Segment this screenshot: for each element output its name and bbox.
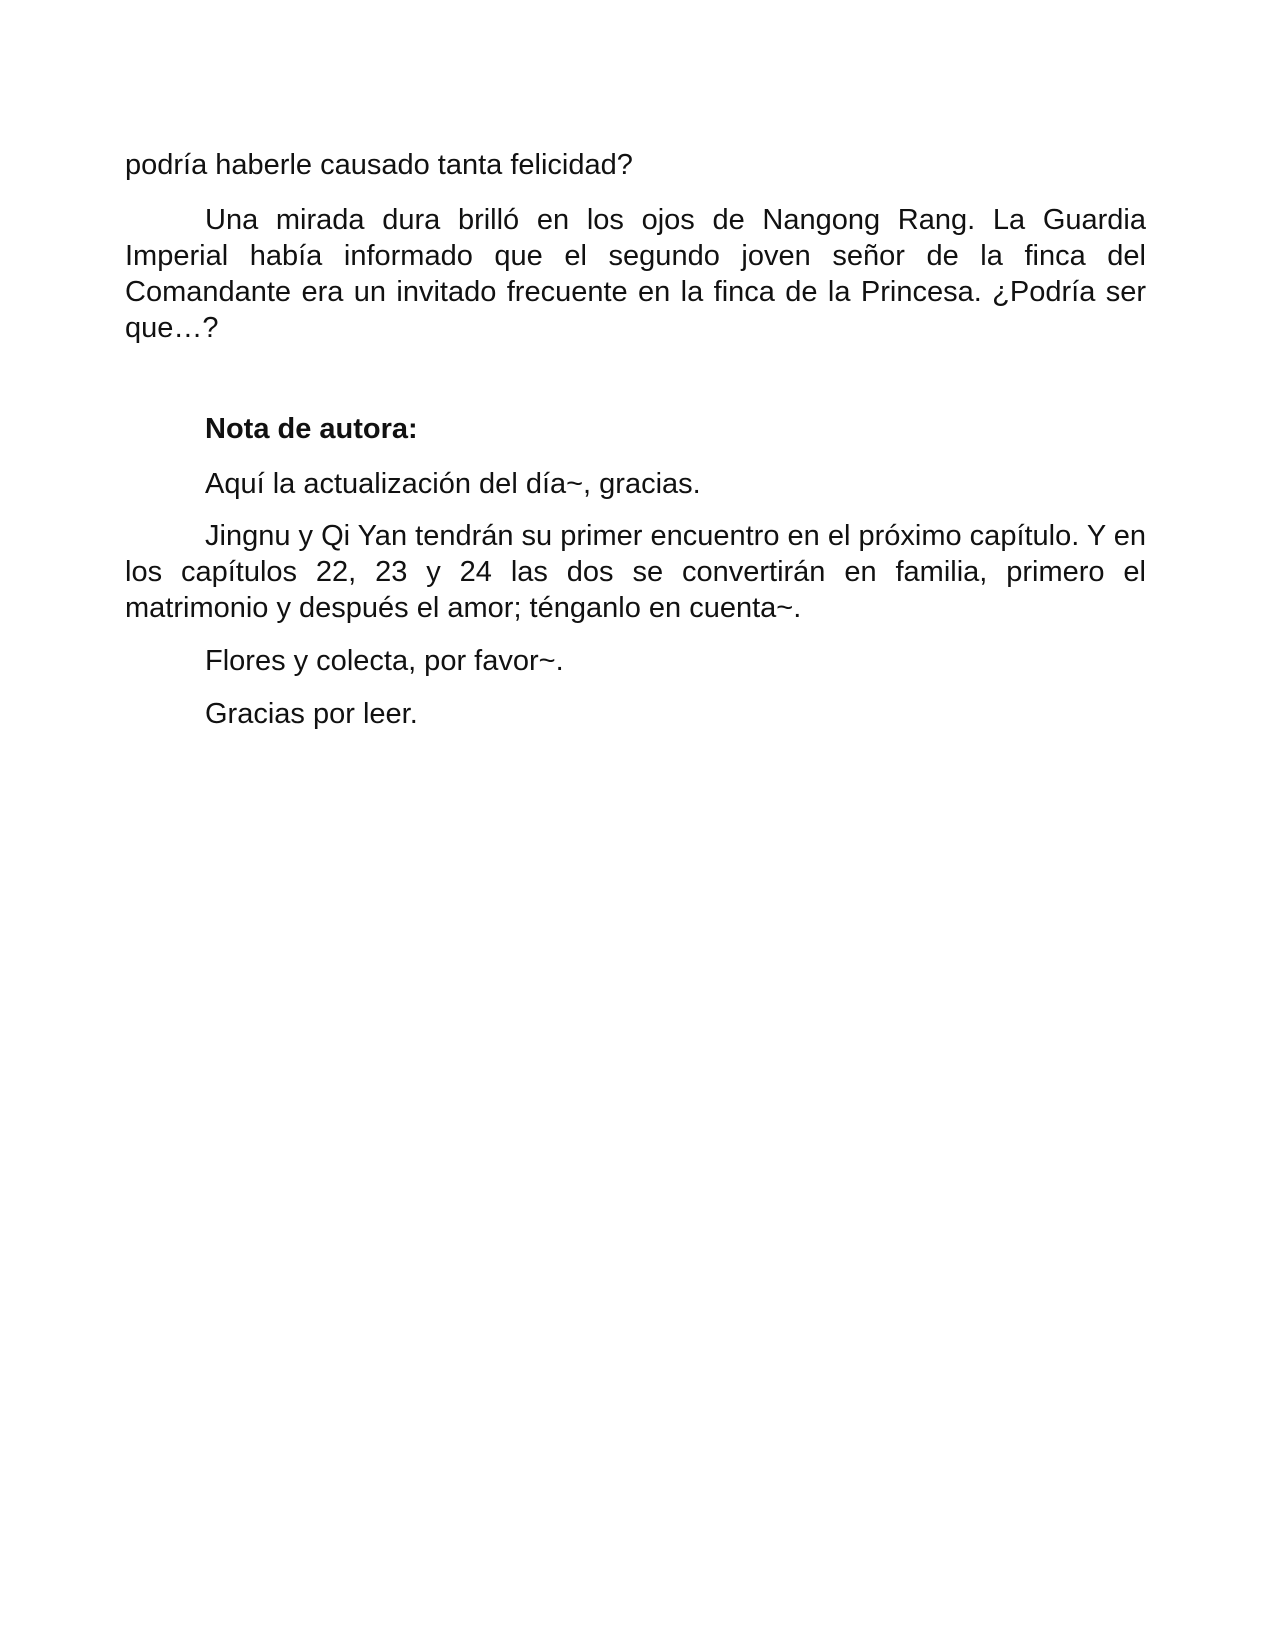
author-note-paragraph-chapters: Jingnu y Qi Yan tendrán su primer encuentro en el próximo capítulo. Y en los capítulos 22, 23 y 24 las dos se convertirán en familia, primero el matrimonio y después el amor; ténganlo en cuenta~. xyxy=(125,520,1146,624)
paragraph-nangong-rang: Una mirada dura brilló en los ojos de Nangong Rang. La Guardia Imperial había informado que el segundo joven señor de la finca del Comandante era un invitado frecuente en la finca de la Princesa. ¿Podría ser que…? xyxy=(125,204,1146,344)
author-note-heading: Nota de autora: xyxy=(205,413,418,445)
author-note-paragraph-flowers: Flores y colecta, por favor~. xyxy=(205,645,564,677)
paragraph-continuation: podría haberle causado tanta felicidad? xyxy=(125,149,633,181)
author-note-paragraph-update: Aquí la actualización del día~, gracias. xyxy=(205,468,701,500)
author-note-paragraph-thanks: Gracias por leer. xyxy=(205,698,418,730)
